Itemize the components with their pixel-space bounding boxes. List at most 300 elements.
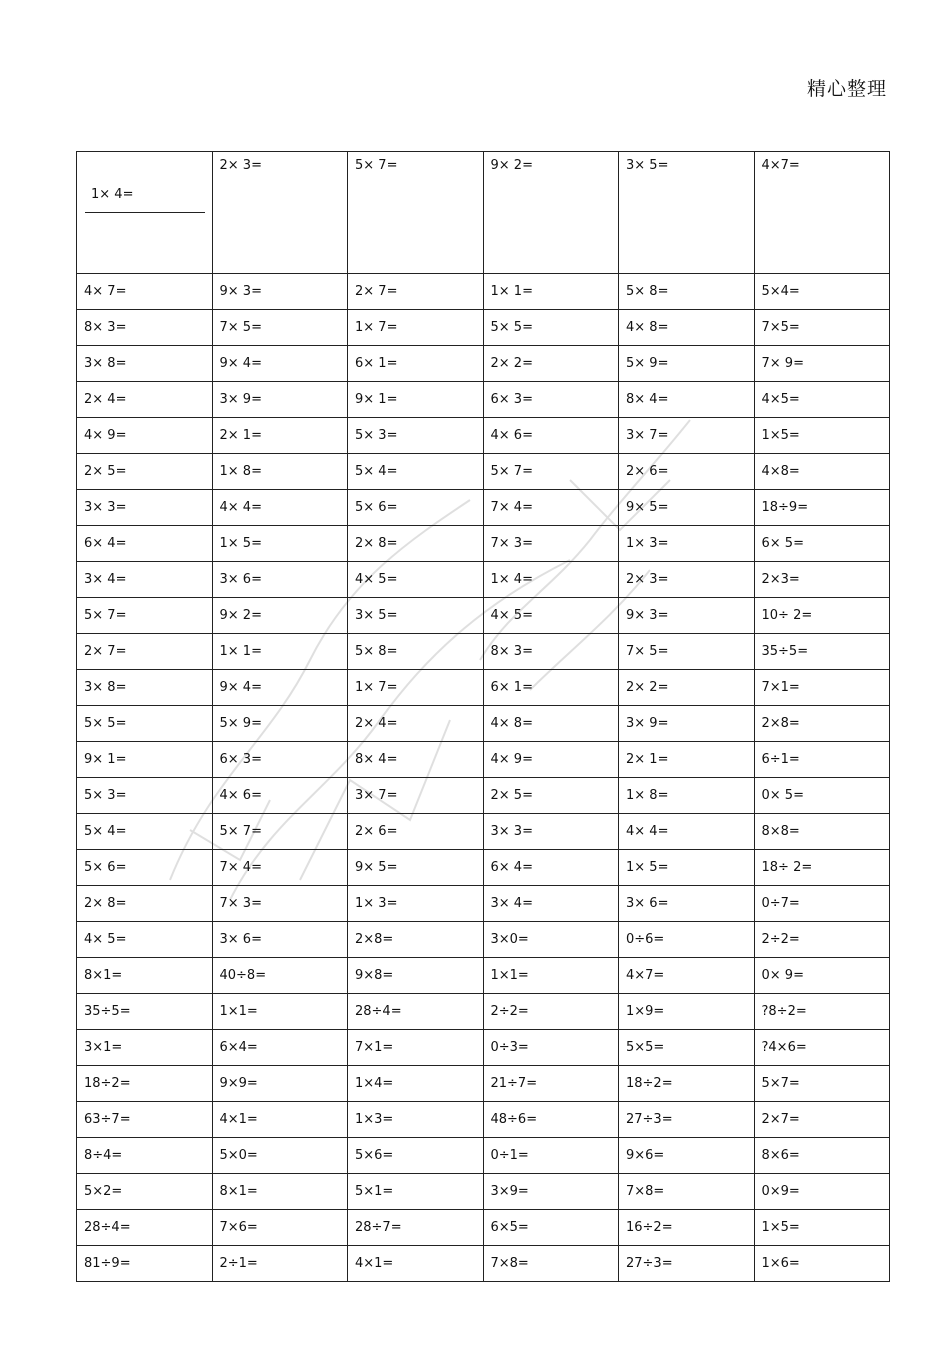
problem-cell — [754, 274, 890, 310]
problem-cell — [212, 418, 348, 454]
problem-text: 9× 4= — [219, 680, 262, 695]
problem-cell — [754, 1246, 890, 1282]
problem-text: 2× 8= — [84, 896, 127, 911]
problem-cell — [754, 1066, 890, 1102]
problem-cell — [754, 850, 890, 886]
problem-text: 6× 3= — [219, 752, 262, 767]
problem-cell — [212, 1210, 348, 1246]
problem-cell — [77, 598, 213, 634]
problem-text: 1× 8= — [626, 788, 669, 803]
problem-text: 2× 1= — [219, 428, 262, 443]
problem-cell — [348, 562, 484, 598]
problem-cell — [754, 1102, 890, 1138]
problem-text: 6×4= — [219, 1040, 258, 1055]
problem-text: 3× 5= — [626, 158, 669, 173]
problem-text: 35÷5= — [84, 1004, 131, 1019]
problem-text: 2× 6= — [355, 824, 398, 839]
problem-cell — [77, 274, 213, 310]
problem-cell — [77, 922, 213, 958]
problem-text: 4× 7= — [84, 284, 127, 299]
problem-text: 0÷7= — [761, 896, 800, 911]
problem-cell — [619, 274, 755, 310]
table-row — [77, 814, 890, 850]
problem-text: 5×1= — [355, 1184, 394, 1199]
problem-cell — [754, 418, 890, 454]
problem-cell — [483, 418, 619, 454]
problem-text: 4×5= — [761, 392, 800, 407]
problem-text: 7×8= — [626, 1184, 665, 1199]
problem-text: 9×9= — [219, 1076, 258, 1091]
problem-text: 3×9= — [490, 1184, 529, 1199]
problem-text: ?4×6= — [761, 1040, 807, 1055]
problem-text: 2× 6= — [626, 464, 669, 479]
problem-cell — [212, 1174, 348, 1210]
problem-cell — [754, 814, 890, 850]
problem-text: 1×3= — [355, 1112, 394, 1127]
problem-cell — [77, 310, 213, 346]
problem-cell — [77, 562, 213, 598]
problem-text: 2÷1= — [219, 1256, 258, 1271]
problem-text: 2÷2= — [490, 1004, 529, 1019]
problem-text: 5×6= — [355, 1148, 394, 1163]
problem-cell — [348, 274, 484, 310]
problem-text: 9×6= — [626, 1148, 665, 1163]
problem-text: 8×6= — [761, 1148, 800, 1163]
problem-text: 18÷2= — [626, 1076, 673, 1091]
problem-cell — [619, 994, 755, 1030]
problem-text: 7× 4= — [490, 500, 533, 515]
problem-text: 4× 4= — [219, 500, 262, 515]
problem-cell — [754, 1138, 890, 1174]
problem-text: 0×9= — [761, 1184, 800, 1199]
table-row — [77, 454, 890, 490]
problem-text: 1×6= — [761, 1256, 800, 1271]
problem-text: 4× 5= — [490, 608, 533, 623]
problem-cell — [754, 1174, 890, 1210]
problem-cell — [77, 670, 213, 706]
problem-cell — [77, 706, 213, 742]
problem-cell — [619, 958, 755, 994]
problem-text: 2× 2= — [626, 680, 669, 695]
problem-text: 1×1= — [490, 968, 529, 983]
problem-cell — [212, 850, 348, 886]
problem-cell — [348, 634, 484, 670]
table-row — [77, 994, 890, 1030]
problem-cell — [619, 1210, 755, 1246]
problem-text: 21÷7= — [490, 1076, 538, 1091]
problem-text: 3× 4= — [490, 896, 533, 911]
problem-cell — [754, 454, 890, 490]
problem-cell — [348, 742, 484, 778]
problem-cell — [483, 1174, 619, 1210]
problem-cell — [619, 1066, 755, 1102]
problem-cell — [754, 382, 890, 418]
problem-cell — [619, 850, 755, 886]
problem-text: 8× 4= — [355, 752, 398, 767]
problem-text: 4×8= — [761, 464, 800, 479]
problem-text: 9× 1= — [355, 392, 398, 407]
problem-cell — [619, 634, 755, 670]
problem-cell — [77, 346, 213, 382]
problem-text: 7× 3= — [490, 536, 533, 551]
problem-text: 8× 3= — [84, 320, 127, 335]
problem-cell — [212, 634, 348, 670]
problem-cell — [348, 1138, 484, 1174]
problem-cell — [212, 562, 348, 598]
problem-text: 5×0= — [219, 1148, 258, 1163]
problem-cell — [212, 152, 348, 274]
problem-text: 1× 7= — [355, 320, 398, 335]
problem-text: 28÷4= — [355, 1004, 402, 1019]
problem-text: 2× 5= — [84, 464, 127, 479]
problem-text: 16÷2= — [626, 1220, 673, 1235]
problem-cell — [483, 706, 619, 742]
problem-text: 5× 7= — [84, 608, 127, 623]
problem-cell — [483, 1066, 619, 1102]
problem-cell — [619, 886, 755, 922]
problem-text: 4× 9= — [490, 752, 533, 767]
problem-cell — [619, 1174, 755, 1210]
problem-cell — [77, 1066, 213, 1102]
problem-text: 27÷3= — [626, 1256, 673, 1271]
problem-cell — [483, 598, 619, 634]
problem-cell — [483, 1246, 619, 1282]
table-row — [77, 562, 890, 598]
problem-cell — [483, 1210, 619, 1246]
problem-text: 1× 3= — [355, 896, 398, 911]
problem-text: 2×8= — [355, 932, 394, 947]
problem-cell — [348, 958, 484, 994]
problem-cell — [619, 1138, 755, 1174]
table-row — [77, 1066, 890, 1102]
table-row — [77, 1030, 890, 1066]
problem-cell — [619, 742, 755, 778]
problem-cell — [754, 1210, 890, 1246]
problem-text: 18÷2= — [84, 1076, 131, 1091]
problem-cell — [483, 922, 619, 958]
problem-cell — [754, 778, 890, 814]
problem-text: 0÷6= — [626, 932, 665, 947]
problem-cell — [483, 670, 619, 706]
problem-cell — [619, 814, 755, 850]
problem-text: 2× 7= — [84, 644, 127, 659]
problem-cell — [483, 1030, 619, 1066]
problem-text: 3×0= — [490, 932, 529, 947]
problem-text: 2× 8= — [355, 536, 398, 551]
problem-text: 0× 5= — [761, 788, 804, 803]
problem-text: 5× 8= — [626, 284, 669, 299]
problem-text: 9× 4= — [219, 356, 262, 371]
table-row — [77, 152, 890, 274]
problem-cell — [77, 382, 213, 418]
problem-text: 9× 5= — [626, 500, 669, 515]
problem-cell — [619, 598, 755, 634]
table-row — [77, 310, 890, 346]
problem-cell — [348, 922, 484, 958]
problem-text: 3× 6= — [219, 572, 262, 587]
problem-cell — [483, 310, 619, 346]
problem-cell — [348, 598, 484, 634]
problem-cell — [483, 994, 619, 1030]
problem-cell — [483, 814, 619, 850]
problem-text: 3× 7= — [626, 428, 669, 443]
problem-text: 1×5= — [761, 428, 800, 443]
problem-cell — [754, 1030, 890, 1066]
problem-cell — [483, 958, 619, 994]
problem-cell — [619, 1246, 755, 1282]
problem-cell — [348, 382, 484, 418]
problem-text: 5× 7= — [219, 824, 262, 839]
table-row — [77, 1138, 890, 1174]
problem-text: 48÷6= — [490, 1112, 538, 1127]
problem-text: 8×1= — [84, 968, 123, 983]
table-row — [77, 922, 890, 958]
problem-text: 3×1= — [84, 1040, 123, 1055]
problem-cell — [212, 814, 348, 850]
problem-text: 1×9= — [626, 1004, 665, 1019]
problem-text: 1×5= — [761, 1220, 800, 1235]
problem-text: 4×1= — [219, 1112, 258, 1127]
problem-cell — [77, 1102, 213, 1138]
table-row — [77, 706, 890, 742]
problem-cell — [483, 526, 619, 562]
problem-text: 3× 8= — [84, 680, 127, 695]
problem-text: 1× 1= — [490, 284, 533, 299]
problem-text: 1×1= — [219, 1004, 258, 1019]
problem-text: 35÷5= — [761, 644, 809, 659]
problem-cell — [212, 598, 348, 634]
problem-text: 4×7= — [626, 968, 665, 983]
problem-text: 3× 5= — [355, 608, 398, 623]
problem-cell — [483, 382, 619, 418]
problem-text: 1× 4= — [91, 187, 134, 202]
problem-cell — [348, 490, 484, 526]
problem-cell — [348, 1246, 484, 1282]
problem-text: 6× 4= — [84, 536, 127, 551]
problem-cell — [212, 706, 348, 742]
problem-text: 2×8= — [761, 716, 800, 731]
problem-text: 28÷7= — [355, 1220, 402, 1235]
problem-cell — [212, 346, 348, 382]
problem-cell — [212, 454, 348, 490]
problem-text: 7× 5= — [626, 644, 669, 659]
problem-text: 2× 1= — [626, 752, 669, 767]
problem-cell — [754, 706, 890, 742]
table-row — [77, 1210, 890, 1246]
problem-text: 8×1= — [219, 1184, 258, 1199]
table-row — [77, 274, 890, 310]
problem-text: 2× 3= — [219, 158, 262, 173]
problem-text: 10÷ 2= — [761, 608, 813, 623]
problem-text: 5× 3= — [84, 788, 127, 803]
problem-cell — [77, 886, 213, 922]
problem-text: 7×1= — [355, 1040, 394, 1055]
problem-cell — [754, 886, 890, 922]
problem-text: 4× 6= — [490, 428, 533, 443]
problem-cell — [212, 958, 348, 994]
table-row — [77, 418, 890, 454]
problem-text: 5×4= — [761, 284, 800, 299]
problem-text: 28÷4= — [84, 1220, 131, 1235]
problem-cell — [77, 814, 213, 850]
problem-cell — [754, 634, 890, 670]
problem-text: 5× 9= — [626, 356, 669, 371]
problem-cell — [754, 670, 890, 706]
problem-cell — [77, 454, 213, 490]
problem-cell — [619, 152, 755, 274]
problem-cell — [348, 778, 484, 814]
problem-text: 3× 7= — [355, 788, 398, 803]
problem-text: 3× 3= — [84, 500, 127, 515]
problem-text: 0÷1= — [490, 1148, 529, 1163]
problem-cell — [483, 850, 619, 886]
problem-text: 2÷2= — [761, 932, 800, 947]
problem-cell — [619, 1102, 755, 1138]
problem-cell — [77, 1246, 213, 1282]
problem-cell — [77, 152, 213, 274]
problem-text: 1×4= — [355, 1076, 394, 1091]
problem-text: 1× 5= — [219, 536, 262, 551]
problem-text: 9×8= — [355, 968, 394, 983]
problem-cell — [754, 994, 890, 1030]
problem-cell — [483, 274, 619, 310]
problem-cell — [483, 742, 619, 778]
problem-cell — [483, 562, 619, 598]
problem-cell — [77, 1030, 213, 1066]
table-row — [77, 490, 890, 526]
problem-text: 63÷7= — [84, 1112, 131, 1127]
problem-text: 7× 3= — [219, 896, 262, 911]
problem-cell — [212, 490, 348, 526]
problem-cell — [77, 490, 213, 526]
problem-text: 9× 3= — [219, 284, 262, 299]
problem-text: 2× 7= — [355, 284, 398, 299]
problem-text: 5× 6= — [84, 860, 127, 875]
problem-cell — [212, 670, 348, 706]
problem-text: 4× 8= — [490, 716, 533, 731]
problem-cell — [212, 1030, 348, 1066]
problem-cell — [483, 886, 619, 922]
problem-cell — [619, 526, 755, 562]
problem-cell — [348, 1066, 484, 1102]
problem-cell — [77, 1138, 213, 1174]
problem-text: 5× 4= — [355, 464, 398, 479]
problem-text: 2× 5= — [490, 788, 533, 803]
table-row — [77, 670, 890, 706]
problem-text: 8÷4= — [84, 1148, 123, 1163]
problem-cell — [348, 994, 484, 1030]
problem-text: 5× 7= — [490, 464, 533, 479]
problem-cell — [212, 1138, 348, 1174]
problem-cell — [483, 454, 619, 490]
table-row — [77, 742, 890, 778]
problem-text: 2× 4= — [355, 716, 398, 731]
problem-cell — [483, 490, 619, 526]
problem-cell — [212, 274, 348, 310]
table-row — [77, 382, 890, 418]
arithmetic-worksheet-table — [76, 151, 890, 1282]
problem-cell — [754, 598, 890, 634]
problem-cell — [212, 922, 348, 958]
problem-text: 7×1= — [761, 680, 800, 695]
problem-cell — [619, 670, 755, 706]
problem-text: 0÷3= — [490, 1040, 529, 1055]
problem-cell — [754, 742, 890, 778]
problem-cell — [483, 1138, 619, 1174]
problem-text: 4× 4= — [626, 824, 669, 839]
problem-text: 1× 5= — [626, 860, 669, 875]
problem-text: 9× 2= — [490, 158, 533, 173]
problem-text: 6× 1= — [355, 356, 398, 371]
problem-text: 3× 9= — [626, 716, 669, 731]
problem-text: 5× 3= — [355, 428, 398, 443]
problem-text: 18÷ 2= — [761, 860, 813, 875]
problem-cell — [483, 1102, 619, 1138]
problem-cell — [754, 958, 890, 994]
problem-cell — [348, 1102, 484, 1138]
problem-text: 3× 6= — [219, 932, 262, 947]
problem-text: 9× 5= — [355, 860, 398, 875]
problem-text: 9× 2= — [219, 608, 262, 623]
problem-text: 1× 3= — [626, 536, 669, 551]
problem-text: 5× 4= — [84, 824, 127, 839]
table-row — [77, 598, 890, 634]
table-row — [77, 634, 890, 670]
problem-text: 27÷3= — [626, 1112, 673, 1127]
problem-cell — [619, 346, 755, 382]
problem-cell — [212, 1102, 348, 1138]
problem-cell — [619, 490, 755, 526]
problem-cell — [77, 418, 213, 454]
problem-text: 2×3= — [761, 572, 800, 587]
problem-cell — [77, 634, 213, 670]
problem-text: 4× 6= — [219, 788, 262, 803]
table-row — [77, 778, 890, 814]
problem-cell — [348, 1210, 484, 1246]
problem-text: 1× 7= — [355, 680, 398, 695]
problem-cell — [754, 562, 890, 598]
problem-text: 8× 3= — [490, 644, 533, 659]
problem-text: 2×7= — [761, 1112, 800, 1127]
problem-text: 3× 3= — [490, 824, 533, 839]
page-header-title: 精心整理 — [806, 78, 887, 100]
table-row — [77, 1174, 890, 1210]
problem-text: 1× 1= — [219, 644, 262, 659]
problem-text: 7×6= — [219, 1220, 258, 1235]
problem-text: 5× 7= — [355, 158, 398, 173]
problem-text: 40÷8= — [219, 968, 267, 983]
problem-cell — [483, 152, 619, 274]
problem-cell — [77, 1174, 213, 1210]
problem-text: 5× 8= — [355, 644, 398, 659]
problem-cell — [483, 634, 619, 670]
problem-text: 4× 5= — [84, 932, 127, 947]
problem-text: 1× 4= — [490, 572, 533, 587]
problem-cell — [348, 814, 484, 850]
problem-text: 18÷9= — [761, 500, 809, 515]
problem-text: 81÷9= — [84, 1256, 131, 1271]
problem-text: 5×7= — [761, 1076, 800, 1091]
problem-cell — [619, 778, 755, 814]
problem-cell — [754, 922, 890, 958]
problem-cell — [348, 152, 484, 274]
problem-text: 4× 5= — [355, 572, 398, 587]
problem-text: 3× 8= — [84, 356, 127, 371]
problem-cell — [619, 382, 755, 418]
problem-cell — [77, 850, 213, 886]
problem-cell — [754, 346, 890, 382]
problem-cell — [348, 526, 484, 562]
